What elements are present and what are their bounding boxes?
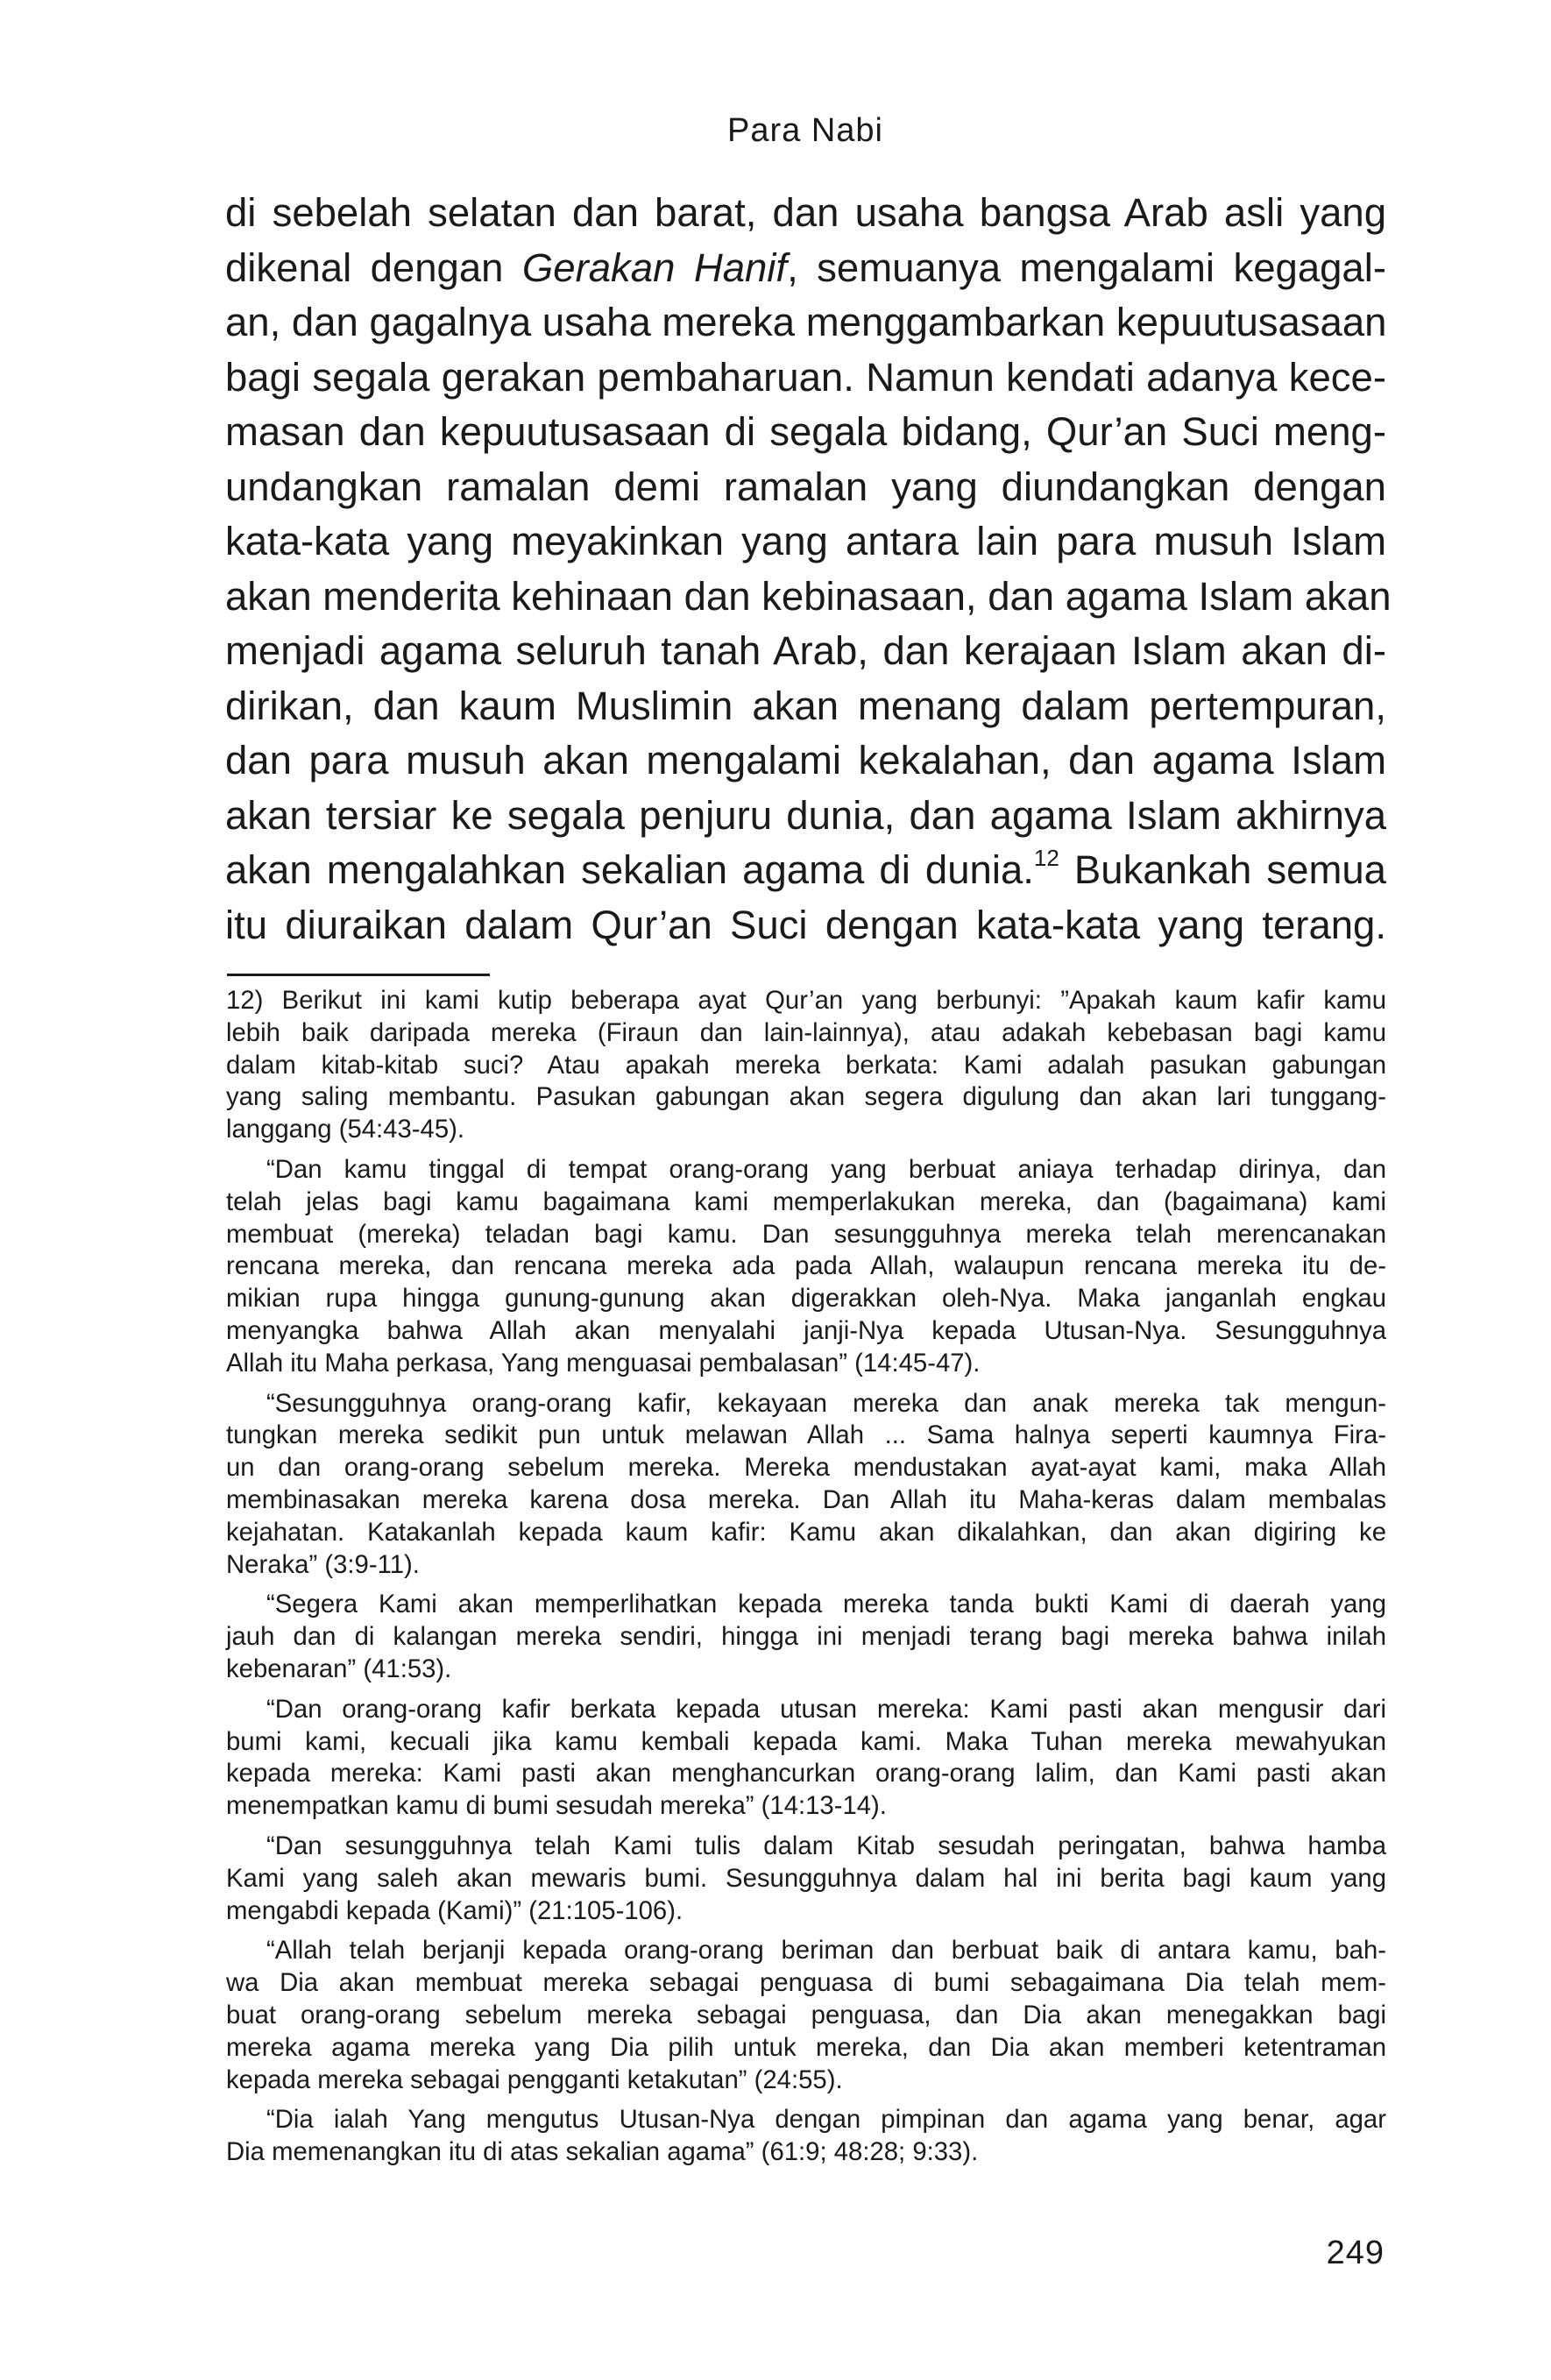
footnote-paragraph: 12) Berikut ini kami kutip beberapa ayat Qur’an yang berbunyi: ”Apakah kaum kafir kamu lebih baik daripada mereka (Firaun dan lain-lainnya), atau adakah kebebasan bagi kamu dalam kitab-kitab suci? Atau apakah mereka berkata: Kami adalah pasukan gabungan yang saling membantu. Pasukan gabungan akan segera digulung dan akan lari tunggang- langgang (54:43-45). bbox=[226, 986, 1386, 1144]
body-line: akan tersiar ke segala penjuru dunia, dan agama Islam akhirnya bbox=[225, 792, 1386, 838]
body-line: undangkan ramalan demi ramalan yang diundangkan dengan bbox=[225, 464, 1386, 509]
footnote-paragraph: “Dan orang-orang kafir berkata kepada utusan mereka: Kami pasti akan mengusir dari bumi kami, kecuali jika kamu kembali kepada kami. Maka Tuhan mereka mewahyukan kepada mereka: Kami pasti akan menghancurkan orang-orang lalim, dan Kami pasti akan menempatkan kamu di bumi sesudah mereka” (14:13-14). bbox=[226, 1694, 1386, 1821]
footnote-paragraph: “Allah telah berjanji kepada orang-orang beriman dan berbuat baik di antara kamu, bah- wa Dia akan membuat mereka sebagai penguasa di bumi sebagaimana Dia telah mem- buat orang-orang sebelum mereka sebagai penguasa, dan Dia akan menegakkan bagi mereka agama mereka yang Dia pilih untuk mereka, dan Dia akan memberi ketentraman kepada mereka sebagai pengganti ketakutan” (24:55). bbox=[226, 1936, 1386, 2094]
footnote-paragraph: “Segera Kami akan memperlihatkan kepada mereka tanda bukti Kami di daerah yang jauh dan di kalangan mereka sendiri, hingga ini menjadi terang bagi mereka bahwa inilah kebenaran” (41:53). bbox=[226, 1590, 1386, 1683]
body-line: kata-kata yang meyakinkan yang antara lain para musuh Islam bbox=[225, 519, 1386, 563]
body-line: dirikan, dan kaum Muslimin akan menang dalam pertempuran, bbox=[225, 683, 1386, 728]
main-paragraph bbox=[225, 186, 1392, 953]
body-line: dikenal dengan Gerakan Hanif, semuanya mengalami kegagal- bbox=[225, 244, 1387, 290]
body-line: an, dan gagalnya usaha mereka menggambarkan kepuutusasaan bbox=[225, 300, 1387, 344]
footnote-paragraph: “Sesungguhnya orang-orang kafir, kekayaan mereka dan anak mereka tak mengun- tungkan mereka sedikit pun untuk melawan Allah ... Sama halnya seperti kaumnya Fira- un dan orang-orang sebelum mereka. Mereka mendustakan ayat-ayat kami, maka Allah membinasakan mereka karena dosa mereka. Dan Allah itu Maha-keras dalam membalas kejahatan. Katakanlah kepada kaum kafir: Kamu akan dikalahkan, dan akan digiring ke Neraka” (3:9-11). bbox=[226, 1388, 1386, 1579]
body-line: akan menderita kehinaan dan kebinasaan, dan agama Islam akan bbox=[225, 573, 1392, 619]
italic-term: Gerakan Hanif bbox=[521, 244, 788, 290]
footnote-divider bbox=[227, 974, 490, 976]
body-line: menjadi agama seluruh tanah Arab, dan kerajaan Islam akan di- bbox=[225, 628, 1386, 673]
body-line: itu diuraikan dalam Qur’an Suci dengan kata-kata yang terang. bbox=[225, 902, 1386, 947]
body-line: bagi segala gerakan pembaharuan. Namun kendati adanya kece- bbox=[225, 354, 1386, 400]
footnotes-section bbox=[226, 985, 1386, 2177]
body-line: di sebelah selatan dan barat, dan usaha bangsa Arab asli yang bbox=[225, 190, 1386, 235]
footnote-reference[interactable]: 12 bbox=[1033, 845, 1059, 871]
footnote-paragraph: “Dan kamu tinggal di tempat orang-orang yang berbuat aniaya terhadap dirinya, dan telah jelas bagi kamu bagaimana kami memperlakukan mereka, dan (bagaimana) kami membuat (mereka) teladan bagi kamu. Dan sesungguhnya mereka telah merencanakan rencana mereka, dan rencana mereka ada pada Allah, walaupun rencana mereka itu de- mikian rupa hingga gunung-gunung akan digerakkan oleh-Nya. Maka janganlah engkau menyangka bahwa Allah akan menyalahi janji-Nya kepada Utusan-Nya. Sesungguhnya Allah itu Maha perkasa, Yang menguasai pembalasan” (14:45-47). bbox=[226, 1154, 1386, 1378]
body-line: akan mengalahkan sekalian agama di dunia.$^{12}$ Bukankah semua bbox=[225, 845, 1386, 892]
page-number: 249 bbox=[1326, 2235, 1385, 2271]
running-head: Para Nabi bbox=[727, 112, 883, 149]
body-line: masan dan kepuutusasaan di segala bidang, Qur’an Suci meng- bbox=[225, 409, 1386, 454]
body-line: dan para musuh akan mengalami kekalahan, dan agama Islam bbox=[225, 738, 1386, 783]
footnote-paragraph: “Dia ialah Yang mengutus Utusan-Nya dengan pimpinan dan agama yang benar, agar Dia memenangkan itu di atas sekalian agama” (61:9; 48:28; 9:33). bbox=[226, 2105, 1386, 2167]
footnote-paragraph: “Dan sesungguhnya telah Kami tulis dalam Kitab sesudah peringatan, bahwa hamba Kami yang saleh akan mewaris bumi. Sesungguhnya dalam hal ini berita bagi kaum yang mengabdi kepada (Kami)” (21:105-106). bbox=[226, 1831, 1386, 1925]
